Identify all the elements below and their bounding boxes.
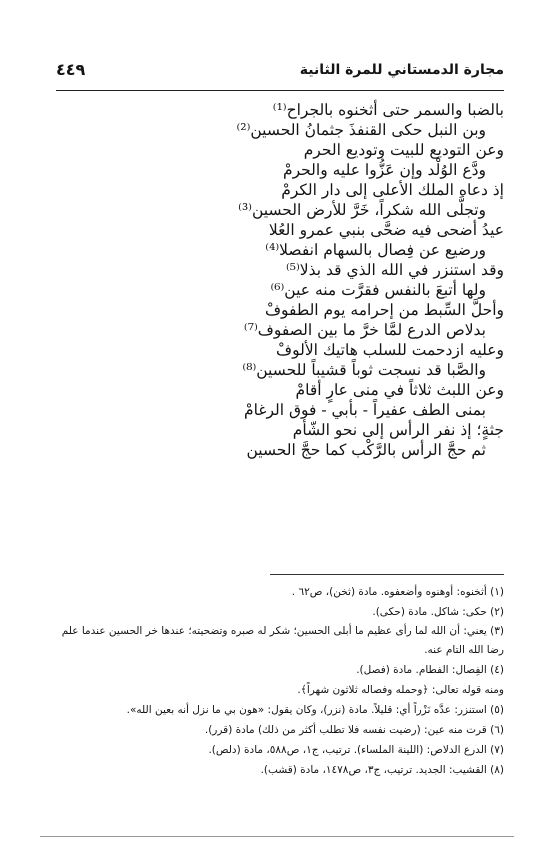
verse-line: ورضيع عن فِصال بالسهام انفصلا⁽⁴⁾ [265,241,486,259]
verse [60,260,504,300]
verse-line: إذ دعاه الملك الأعلى إلى دار الكرمْ [281,181,504,199]
verse [60,340,504,380]
verse [60,220,504,260]
footnote: (٢) حكى: شاكل. مادة (حكى). [372,606,504,618]
poem [60,100,504,460]
verse [60,380,504,420]
footnote: (٥) استنزر: عدَّه نَزْراً أي: قليلاً. مادة (نزر)، وكان يقول: «هون بي ما نزل أنه بعين الله». [126,704,504,716]
verse-line: عيدُ أضحى فيه ضحَّى بنبي عمرو العُلا [268,221,504,239]
verse [60,140,504,180]
header-title: مجارة الدمستاني للمرة الثانية [299,62,504,78]
verse-line: بدلاص الدرع لمَّا خرَّ ما بين الصفوف⁽⁷⁾ [243,321,486,339]
page-number: ٤٤٩ [56,60,86,79]
verse [60,100,504,140]
verse-line: جثةٍ؛ إذ نفر الرأس إلى نحو الشّأم [292,421,504,439]
footnote: (٨) القشيب: الجديد. ترتيب، ج٣، ص١٤٧٨، مادة (قشب). [260,764,504,776]
verse-line: ودَّع الوُلْد وإن عَزُّوا عليه والحرمْ [283,161,486,179]
verse-line: وعليه ازدحمت للسلب هاتيك الألوفْ [276,341,504,359]
verse-line: ولها أتبعَ بالنفس فقرَّت منه عين⁽⁶⁾ [270,281,486,299]
footnote: (١) أثخنوه: أوهنوه وأضعفوه. مادة (ثخن)، ص٦٢ . [291,586,504,598]
verse-line: والصَّبا قد نسجت ثوباً قشيباً للحسين⁽⁸⁾ [242,361,486,379]
verse-line: بالضبا والسمر حتى أثخنوه بالجراح⁽¹⁾ [272,101,504,119]
verse-line: وبن النبل حكى القنفذَ جثمانُ الحسين⁽²⁾ [236,121,486,139]
footnote-divider [270,574,504,575]
verse-line: بمنى الطف عفيراً - بأبي - فوق الرغامْ [244,401,486,419]
footnote: (٦) قرت منه عين: (رضيت نفسه فلا تطلب أكثر من ذلك) مادة (قرر). [204,724,504,736]
bottom-divider [40,836,514,837]
verse-line: وعن اللبث ثلاثاً في منى عارٍ أقامْ [295,381,504,399]
header-divider [56,90,504,91]
running-header [56,62,504,86]
verse-line: وأحلَّ السِّبط من إحرامه يوم الطفوفْ [264,301,504,319]
footnote: (٧) الدرع الدلاص: (اللينة الملساء). ترتيب، ج١، ص٥٨٨، مادة (دلص). [208,744,504,756]
footnote: (٣) يعني: أن الله لما رأى عظيم ما أبلى الحسين؛ شكر له صبره وتضحيته؛ عندها خر الحسين عندما علم رضا الله التام عنه. [61,625,504,656]
footnote: (٤) الفِصال: الفطام. مادة (فصل). [356,664,504,676]
verse-line: وعن التوديع للبيت وتوديع الحرم [303,141,504,159]
footnotes [56,582,504,780]
verse-line: وقد استنزر في الله الذي قد بذلا⁽⁵⁾ [285,261,504,279]
verse [60,180,504,220]
verse-line: ثم حجَّ الرأس بالرَّكْب كما حجَّ الحسين [246,441,486,459]
footnote: ومنه قوله تعالى: ﴿وحمله وفصاله ثلاثون شهراً﴾. [297,684,504,696]
verse [60,300,504,340]
verse [60,420,504,460]
verse-line: وتجلَّى الله شكراً، خَرَّ للأرض الحسين⁽³⁾ [238,201,486,219]
